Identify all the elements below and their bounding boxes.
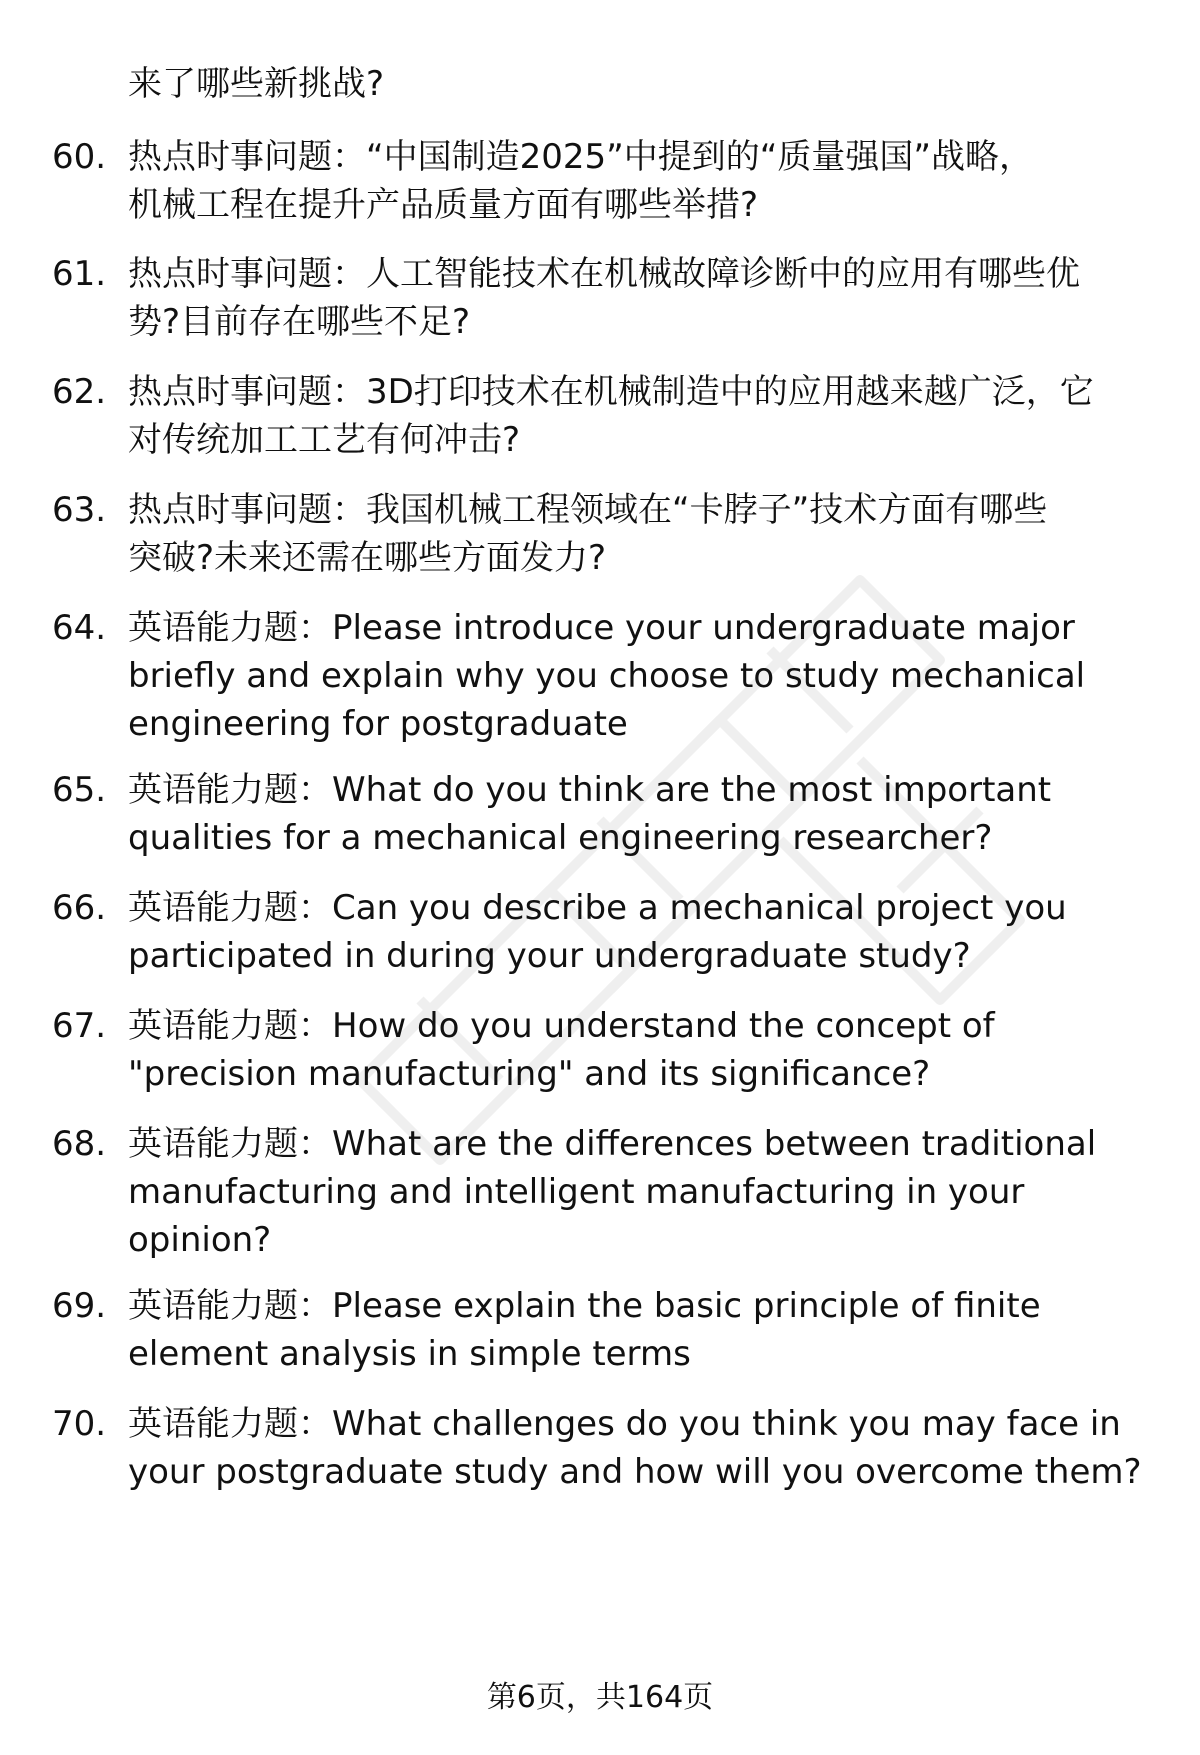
question-number: 61.	[52, 254, 107, 294]
question-text-line: your postgraduate study and how will you overcome them?	[128, 1452, 1142, 1492]
question-text-line: manufacturing and intelligent manufacturing in your	[128, 1172, 1025, 1212]
question-text-line: briefly and explain why you choose to study mechanical	[128, 656, 1086, 696]
question-text-line: opinion?	[128, 1220, 272, 1260]
question-text-line: 热点时事问题：我国机械工程领域在“卡脖子”技术方面有哪些	[128, 490, 1048, 530]
question-text-line: 热点时事问题：3D打印技术在机械制造中的应用越来越广泛，它	[128, 372, 1094, 412]
question-number: 68.	[52, 1124, 107, 1164]
question-text-line: participated in during your undergraduate study?	[128, 936, 971, 976]
question-text	[128, 766, 1158, 862]
question-text-line: 热点时事问题：“中国制造2025”中提到的“质量强国”战略，	[128, 137, 1033, 177]
question-text	[128, 1002, 1158, 1098]
question-text-line: qualities for a mechanical engineering researcher?	[128, 818, 993, 858]
question-text-line: 势?目前存在哪些不足?	[128, 302, 471, 342]
question-text-line: element analysis in simple terms	[128, 1334, 691, 1374]
question-text	[128, 250, 1158, 346]
question-text	[128, 1120, 1158, 1264]
question-text	[128, 884, 1158, 980]
question-number: 63.	[52, 490, 107, 530]
question-text-line: 英语能力题：Please introduce your undergraduate major	[128, 608, 1075, 648]
question-text	[128, 604, 1158, 748]
question-number: 64.	[52, 608, 107, 648]
question-number: 65.	[52, 770, 107, 810]
question-text	[128, 368, 1158, 464]
question-text-line: 英语能力题：What challenges do you think you may face in	[128, 1404, 1121, 1444]
question-text-line: 热点时事问题：人工智能技术在机械故障诊断中的应用有哪些优	[128, 254, 1080, 294]
question-text-line: 对传统加工工艺有何冲击?	[128, 420, 521, 460]
question-text	[128, 1282, 1158, 1378]
question-number: 66.	[52, 888, 107, 928]
question-text-line: 英语能力题：What do you think are the most important	[128, 770, 1052, 810]
question-number: 60.	[52, 137, 107, 177]
question-text-line: 机械工程在提升产品质量方面有哪些举措?	[128, 185, 759, 225]
page-footer: 第6页，共164页	[486, 1680, 714, 1715]
continued-question-text: 来了哪些新挑战?	[128, 64, 385, 104]
question-text-line: 英语能力题：Can you describe a mechanical project you	[128, 888, 1067, 928]
question-number: 62.	[52, 372, 107, 412]
question-text	[128, 1400, 1158, 1496]
question-text	[128, 486, 1158, 582]
question-text	[128, 133, 1158, 229]
question-text-line: 突破?未来还需在哪些方面发力?	[128, 538, 607, 578]
question-text-line: 英语能力题：What are the differences between traditional	[128, 1124, 1097, 1164]
question-number: 69.	[52, 1286, 107, 1326]
question-text-line: "precision manufacturing" and its significance?	[128, 1054, 931, 1094]
question-text-line: 英语能力题：How do you understand the concept of	[128, 1006, 995, 1046]
question-text-line: engineering for postgraduate	[128, 704, 628, 744]
question-number: 70.	[52, 1404, 107, 1444]
question-text-line: 英语能力题：Please explain the basic principle of finite	[128, 1286, 1041, 1326]
question-number: 67.	[52, 1006, 107, 1046]
